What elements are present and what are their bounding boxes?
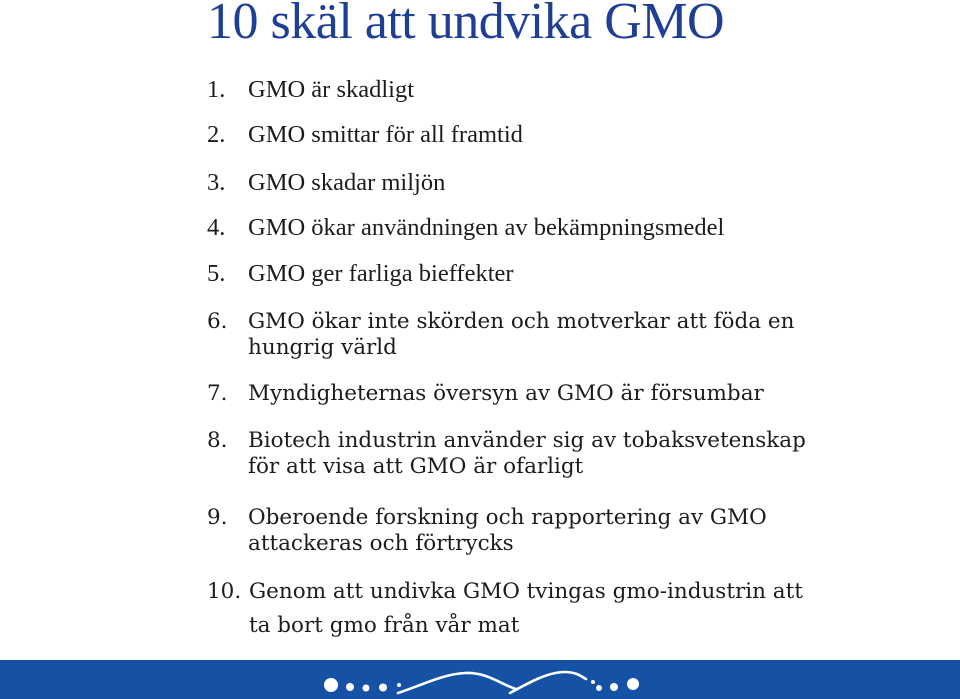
list-item-text-line-1: GMO ökar inte skörden och motverkar att föda en [248,309,795,334]
list-item-text-line-1: Genom att undivka GMO tvingas gmo-industrin att [249,579,803,604]
list-item-number: 10. [207,579,242,604]
list-item-2 [207,122,907,148]
list-item-text: GMO är skadligt [248,76,415,103]
page-title: 10 skäl att undvika GMO [207,0,725,50]
list-item-9 [207,505,907,557]
decoration-dot [363,685,370,692]
list-item-text-line-1: Oberoende forskning och rapportering av GMO [248,505,767,530]
list-item-1 [207,77,907,103]
list-item-number: 3. [207,169,226,196]
decoration-dot [346,683,354,691]
list-item-number: 6. [207,309,228,334]
decoration-dot [591,680,595,684]
list-item-text: GMO smittar för all framtid [248,121,523,148]
list-item-number: 4. [207,214,226,241]
decoration-dot [379,684,387,692]
list-item-5 [207,261,907,287]
list-item-number: 9. [207,505,228,530]
list-item-7 [207,381,907,407]
decoration-dot [596,685,602,691]
decoration-dot [610,683,618,691]
list-item-8 [207,428,907,480]
list-item-text-line-2: hungrig värld [248,335,397,360]
list-item-text-line-2: attackeras och förtrycks [248,531,514,556]
footer-background [0,660,960,699]
list-item-text-line-2: för att visa att GMO är ofarligt [248,454,584,479]
list-item-text: GMO skadar miljön [248,169,446,196]
list-item-4 [207,215,907,241]
list-item-number: 7. [207,381,228,406]
list-item-6 [207,309,907,361]
list-item-text: Myndigheternas översyn av GMO är försumbar [248,381,764,406]
footer-band [0,660,960,699]
list-item-number: 1. [207,76,226,103]
decoration-dot [627,678,639,690]
list-item-3 [207,170,907,196]
list-item-text-line-2: ta bort gmo från vår mat [249,613,520,638]
list-item-number: 2. [207,121,226,148]
decoration-dot [397,683,401,687]
list-item-text: GMO ökar användningen av bekämpningsmedel [248,214,725,241]
list-item-10 [207,575,907,643]
footer-band-graphic [0,660,960,699]
list-item-text: GMO ger farliga bieffekter [248,260,514,287]
list-item-text-line-1: Biotech industrin använder sig av tobaksvetenskap [248,428,806,453]
list-item-number: 5. [207,260,226,287]
decoration-dot [324,678,338,692]
list-item-number: 8. [207,428,228,453]
